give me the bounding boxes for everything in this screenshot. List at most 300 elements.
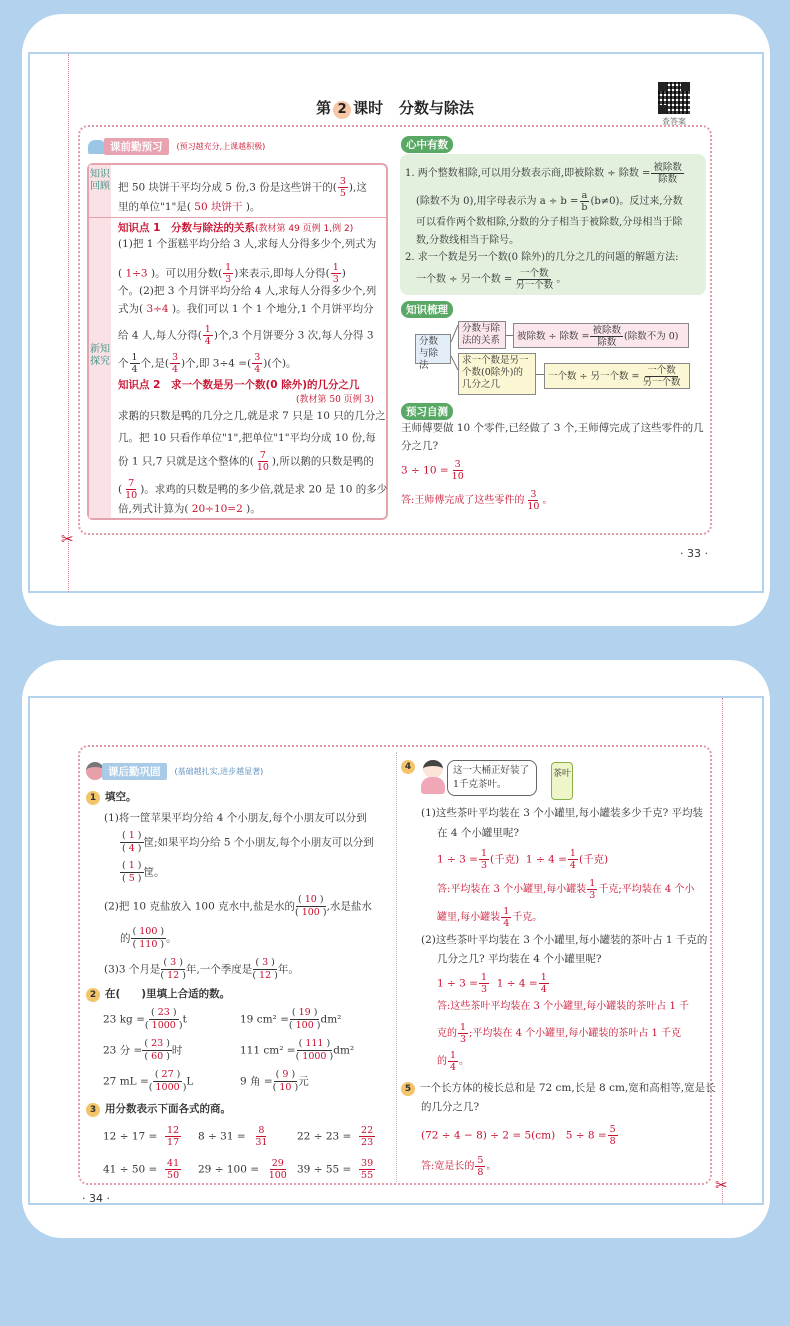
denominator: 23 bbox=[361, 1137, 374, 1148]
heart-line bbox=[416, 268, 566, 291]
knowledge-point-2: 知识点 2 求一个数是另一个数(0 除外)的几分之几 bbox=[118, 379, 360, 391]
text: 一个数 ÷ 另一个数 = bbox=[416, 274, 513, 285]
girl-head bbox=[423, 760, 443, 778]
text: 1 ÷ 3 = bbox=[437, 977, 478, 990]
selftest-question: 分之几? bbox=[401, 440, 439, 452]
fraction bbox=[170, 352, 180, 375]
q3-item bbox=[297, 1125, 376, 1148]
numerator: ( 19 ) bbox=[291, 1007, 318, 1018]
text: 答:平均装在 3 个小罐里,每小罐装 bbox=[437, 884, 587, 895]
question-2-header bbox=[86, 986, 230, 1002]
value: 4 bbox=[128, 843, 135, 854]
value: 3 bbox=[262, 957, 269, 968]
fraction-blank bbox=[160, 957, 186, 982]
heart-line: 2. 求一个数是另一个数(0 除外)的几分之几的问题的解题方法: bbox=[405, 252, 679, 263]
title-prefix: 第 bbox=[316, 99, 332, 117]
text: ),所以鹅的只数是鸭的 bbox=[271, 455, 374, 468]
cut-line bbox=[68, 54, 69, 592]
text: 罐里,每小罐装 bbox=[437, 912, 501, 923]
text: ( bbox=[118, 267, 123, 280]
numerator: 22 bbox=[361, 1125, 374, 1136]
value: 27 bbox=[161, 1069, 174, 1080]
homework-subtitle: (基础越扎实,进步越显著) bbox=[174, 766, 264, 776]
text: 。 bbox=[556, 274, 567, 285]
text: (2)把 10 克盐放入 100 克水中,盐是水的 bbox=[104, 900, 295, 913]
text: 给 4 人,每人分得( bbox=[118, 329, 202, 342]
question-1-header bbox=[86, 789, 137, 805]
explore-line bbox=[118, 324, 374, 347]
heart-line bbox=[416, 190, 683, 213]
qr-label: 查答案 bbox=[662, 117, 686, 126]
value: 60 bbox=[151, 1051, 164, 1062]
text: 份 1 只,7 只就是这个整体的( bbox=[118, 455, 254, 468]
denominator: 10 bbox=[451, 471, 464, 482]
fraction-blank bbox=[273, 1069, 299, 1094]
question-number-badge: 4 bbox=[401, 760, 415, 774]
denominator: 8 bbox=[609, 1136, 616, 1147]
denominator: 4 bbox=[450, 1062, 457, 1073]
denominator: 3 bbox=[589, 890, 596, 901]
text: (除数不为 0) bbox=[624, 331, 679, 342]
denominator: 4 bbox=[254, 364, 261, 375]
numerator: 被除数 bbox=[592, 325, 621, 336]
answer: 1÷3 bbox=[125, 267, 148, 280]
text: 个,是( bbox=[140, 357, 169, 370]
fraction-blank bbox=[149, 1069, 187, 1094]
text: 个 bbox=[118, 357, 129, 370]
answer: 3÷4 bbox=[146, 303, 169, 315]
value: 1000 bbox=[302, 1051, 327, 1062]
qr-code-icon[interactable] bbox=[658, 82, 690, 114]
fraction-blank bbox=[142, 1038, 172, 1063]
heart-line bbox=[405, 162, 685, 185]
denominator: ( 1000 ) bbox=[148, 1082, 187, 1093]
text: 筐。 bbox=[143, 866, 165, 879]
text: 里的单位"1"是( bbox=[118, 201, 191, 213]
fraction bbox=[253, 1125, 269, 1148]
value: 12 bbox=[167, 970, 180, 981]
denominator: 3 bbox=[332, 274, 339, 285]
homework-tag-label: 课后勤巩固 bbox=[102, 763, 167, 780]
q4-line: (2)这些茶叶平均装在 3 个小罐里,每小罐装的茶叶占 1 千克的 bbox=[421, 934, 708, 946]
denominator: 10 bbox=[256, 462, 269, 473]
lesson-number-badge: 2 bbox=[333, 101, 351, 119]
question-title: 在( )里填上合适的数。 bbox=[105, 988, 231, 1000]
text: 千克;平均装在 4 个小 bbox=[598, 884, 695, 895]
text: 1 ÷ 4 = bbox=[525, 853, 567, 866]
fraction-blank bbox=[252, 957, 278, 982]
unit: (千克) bbox=[490, 853, 520, 866]
value: 5 bbox=[128, 873, 135, 884]
text: 1 ÷ 3 = bbox=[437, 853, 478, 866]
numerator: a bbox=[581, 190, 588, 201]
text: 千克。 bbox=[512, 912, 543, 923]
q5-answer bbox=[421, 1155, 496, 1178]
numerator: 3 bbox=[171, 352, 179, 363]
text: (b≠0)。反过来,分数 bbox=[590, 196, 683, 207]
text: 年,一个季度是 bbox=[185, 963, 253, 976]
denominator: 3 bbox=[460, 1034, 467, 1045]
q5-calc bbox=[421, 1124, 619, 1147]
fraction bbox=[587, 878, 597, 901]
denominator: 4 bbox=[204, 336, 211, 347]
question-number-badge: 2 bbox=[86, 988, 100, 1002]
numerator: 1 bbox=[569, 848, 576, 859]
value: 1 bbox=[128, 830, 135, 841]
text: 答:王师傅完成了这些零件的 bbox=[401, 495, 525, 506]
numerator: 1 bbox=[460, 1022, 467, 1033]
text: )。 bbox=[245, 201, 261, 213]
text: 筐;如果平均分给 5 个小朋友,每个小朋友可以分到 bbox=[143, 836, 374, 849]
denominator: 另一个数 bbox=[642, 377, 681, 388]
divider bbox=[89, 217, 386, 218]
q4-answer bbox=[437, 1050, 469, 1073]
answer: 20÷10=2 bbox=[191, 503, 243, 515]
unit: t bbox=[182, 1013, 187, 1026]
fraction-blank bbox=[120, 860, 144, 885]
numerator: 3 bbox=[339, 176, 346, 187]
denominator: ( 5 ) bbox=[122, 873, 142, 884]
question-number-badge: 3 bbox=[86, 1103, 100, 1117]
fraction bbox=[130, 352, 140, 375]
mindmap-leaf-2 bbox=[544, 363, 690, 389]
numerator: 3 bbox=[254, 352, 261, 363]
fraction bbox=[479, 972, 489, 995]
fraction bbox=[267, 1158, 289, 1181]
text: 式为( bbox=[118, 303, 144, 315]
text: )。可以用分数( bbox=[150, 267, 223, 280]
text: 一个数 ÷ 另一个数 = bbox=[548, 371, 640, 382]
numerator: 3 bbox=[454, 459, 461, 470]
numerator: 7 bbox=[128, 478, 135, 489]
fraction-blank bbox=[145, 1007, 183, 1032]
value: 9 bbox=[282, 1069, 289, 1080]
numerator: ( 100 ) bbox=[132, 926, 165, 937]
numerator: ( 10 ) bbox=[297, 894, 324, 905]
q2-item bbox=[103, 1069, 193, 1094]
q1-line bbox=[104, 894, 372, 919]
q2-item bbox=[103, 1038, 182, 1063]
unit: L bbox=[186, 1075, 194, 1088]
denominator: ( 12 ) bbox=[252, 970, 278, 981]
fraction bbox=[255, 450, 271, 473]
text: 3 ÷ 10 = bbox=[401, 464, 449, 477]
explore-line bbox=[118, 302, 374, 316]
fraction bbox=[513, 268, 555, 291]
denominator: 4 bbox=[131, 364, 138, 375]
denominator: 4 bbox=[171, 364, 179, 375]
knowledge-point-1 bbox=[118, 221, 353, 236]
mindmap-root: 分数与除法 bbox=[415, 334, 451, 364]
page-number: · 34 · bbox=[82, 1192, 110, 1205]
text: )(个)。 bbox=[263, 357, 297, 370]
denominator: 10 bbox=[125, 490, 138, 501]
girl-body bbox=[421, 777, 445, 794]
selftest-question: 王师傅要做 10 个零件,已经做了 3 个,王师傅完成了这些零件的几 bbox=[401, 422, 704, 434]
fraction bbox=[165, 1158, 181, 1181]
unit: (千克) bbox=[578, 853, 609, 866]
numerator: ( 1 ) bbox=[122, 830, 142, 841]
numerator: 1 bbox=[450, 1050, 457, 1061]
numerator: 1 bbox=[540, 972, 547, 983]
value: 10 bbox=[304, 894, 317, 905]
q2-item bbox=[240, 1007, 341, 1032]
explore-side-label: 新知探究 bbox=[89, 218, 111, 518]
numerator: ( 27 ) bbox=[154, 1069, 181, 1080]
value: 100 bbox=[295, 1020, 314, 1031]
fraction bbox=[203, 324, 213, 347]
fraction bbox=[223, 262, 233, 285]
q3-item bbox=[103, 1158, 182, 1181]
text: ;平均装在 4 个小罐里,每小罐装的茶叶占 1 千克 bbox=[469, 1028, 682, 1039]
value: 23 bbox=[151, 1038, 164, 1049]
tea-jar-icon: 茶叶 bbox=[551, 762, 573, 800]
question-3-header bbox=[86, 1101, 231, 1117]
denominator: ( 1000 ) bbox=[144, 1020, 183, 1031]
fraction bbox=[338, 176, 348, 199]
denominator: 50 bbox=[167, 1170, 180, 1181]
fraction bbox=[165, 1125, 181, 1148]
text: (3)3 个月是 bbox=[104, 963, 161, 976]
numerator: ( 1 ) bbox=[122, 860, 142, 871]
q3-item bbox=[297, 1158, 376, 1181]
text: ),这 bbox=[348, 181, 367, 194]
denominator: 3 bbox=[225, 274, 232, 285]
explore-line: 几。把 10 只看作单位"1",把单位"1"平均分成 10 份,每 bbox=[118, 432, 376, 444]
q2-item bbox=[103, 1007, 187, 1032]
denominator: ( 60 ) bbox=[144, 1051, 170, 1062]
value: 111 bbox=[305, 1038, 324, 1049]
numerator: 1 bbox=[225, 262, 232, 273]
unit: dm² bbox=[333, 1044, 355, 1057]
preview-section-tag bbox=[88, 138, 265, 155]
denominator: 31 bbox=[255, 1137, 268, 1148]
numerator: ( 9 ) bbox=[275, 1069, 296, 1080]
q1-line bbox=[120, 830, 374, 855]
text: 23 分 = bbox=[103, 1044, 143, 1057]
denominator: 8 bbox=[477, 1167, 484, 1178]
numerator: 1 bbox=[480, 848, 488, 859]
q1-line: (1)将一筐苹果平均分给 4 个小朋友,每个小朋友可以分到 bbox=[104, 812, 367, 824]
text: )个,3 个月饼要分 3 次,每人分得 3 bbox=[213, 329, 374, 342]
heart-tag: 心中有数 bbox=[401, 136, 453, 153]
text: 答:宽是长的 bbox=[421, 1161, 475, 1172]
preview-subtitle: (预习越充分,上课越积极) bbox=[176, 142, 266, 151]
fraction bbox=[359, 1158, 375, 1181]
numerator: 41 bbox=[167, 1158, 180, 1169]
numerator: 1 bbox=[480, 972, 488, 983]
unit: 元 bbox=[298, 1075, 309, 1088]
numerator: ( 23 ) bbox=[144, 1038, 170, 1049]
numerator: 8 bbox=[258, 1125, 265, 1136]
preview-tag-label: 课前勤预习 bbox=[104, 138, 169, 155]
fraction bbox=[539, 972, 549, 995]
mindmap-tag: 知识梳理 bbox=[401, 301, 453, 318]
text: 被除数 ÷ 除数 = bbox=[517, 331, 590, 342]
text: 的 bbox=[437, 1056, 447, 1067]
denominator: 4 bbox=[569, 860, 576, 871]
numerator: 5 bbox=[477, 1155, 484, 1166]
selftest-answer bbox=[401, 489, 552, 512]
mindmap-branch-2: 求一个数是另一个数(0除外)的几分之几 bbox=[458, 353, 536, 395]
mindmap-branch-1: 分数与除法的关系 bbox=[458, 321, 506, 349]
q3-item bbox=[198, 1125, 270, 1148]
cut-line bbox=[722, 698, 723, 1204]
value: 100 bbox=[139, 926, 158, 937]
kp1-ref: (教材第 49 页例 1,例 2) bbox=[254, 224, 354, 234]
fraction bbox=[590, 325, 623, 348]
scissors-icon: ✂ bbox=[715, 1176, 728, 1194]
text: 39 ÷ 55 = bbox=[297, 1163, 352, 1176]
text: 111 cm² = bbox=[240, 1044, 296, 1057]
numerator: ( 3 ) bbox=[163, 957, 183, 968]
numerator: ( 3 ) bbox=[255, 957, 275, 968]
selftest-calc bbox=[401, 459, 467, 482]
text: 克的 bbox=[437, 1028, 457, 1039]
q2-item bbox=[240, 1038, 354, 1063]
value: 12 bbox=[259, 970, 272, 981]
q3-item bbox=[198, 1158, 290, 1181]
denominator: ( 4 ) bbox=[122, 843, 142, 854]
denominator: ( 110 ) bbox=[132, 939, 165, 950]
question-title: 用分数表示下面各式的商。 bbox=[105, 1103, 231, 1115]
explore-line bbox=[118, 262, 346, 285]
fraction bbox=[359, 1125, 375, 1148]
fraction bbox=[608, 1124, 618, 1147]
q5-line: 的几分之几? bbox=[421, 1101, 480, 1113]
selftest-tag: 预习自测 bbox=[401, 403, 453, 420]
text: (除数不为 0),用字母表示为 a ÷ b = bbox=[416, 196, 579, 207]
text: 9 角 = bbox=[240, 1075, 273, 1088]
value: 10 bbox=[279, 1082, 292, 1093]
explore-line: (1)把 1 个蛋糕平均分给 3 人,求每人分得多少个,列式为 bbox=[118, 238, 377, 250]
fraction-blank bbox=[120, 830, 144, 855]
connector bbox=[506, 335, 513, 336]
denominator: ( 100 ) bbox=[294, 907, 327, 918]
heart-line: 可以看作两个数相除,分数的分子相当于被除数,分母相当于除 bbox=[416, 217, 683, 228]
explore-line: 个。(2)把 3 个月饼平均分给 4 人,求每人分得多少个,列 bbox=[118, 285, 377, 297]
denominator: ( 1000 ) bbox=[295, 1051, 334, 1062]
explore-line: 求鹅的只数是鸭的几分之几,就是求 7 只是 10 只的几分之 bbox=[118, 410, 386, 422]
q1-line bbox=[104, 957, 299, 982]
text: 27 mL = bbox=[103, 1075, 149, 1088]
review-line-1 bbox=[118, 176, 367, 199]
fraction bbox=[475, 1155, 485, 1178]
text: 年。 bbox=[277, 963, 299, 976]
denominator: b bbox=[581, 202, 588, 213]
fraction bbox=[479, 848, 489, 871]
value: 110 bbox=[139, 939, 158, 950]
numerator: 1 bbox=[204, 324, 211, 335]
text: 23 kg = bbox=[103, 1013, 145, 1026]
value: 19 bbox=[298, 1007, 311, 1018]
value: 23 bbox=[157, 1007, 170, 1018]
text: 19 cm² = bbox=[240, 1013, 289, 1026]
numerator: ( 111 ) bbox=[298, 1038, 331, 1049]
numerator: 1 bbox=[503, 906, 510, 917]
fraction bbox=[450, 459, 466, 482]
fraction bbox=[252, 352, 262, 375]
text: )。求鸡的只数是鸭的多少倍,就是求 20 是 10 的多少 bbox=[140, 483, 388, 496]
text: 。 bbox=[542, 495, 553, 506]
fraction bbox=[501, 906, 511, 929]
q4-line: 几分之几? 平均装在 4 个小罐里呢? bbox=[437, 953, 602, 965]
q4-line: 在 4 个小罐里呢? bbox=[437, 827, 519, 839]
numerator: 一个数 bbox=[647, 365, 676, 376]
q4-calc bbox=[437, 972, 550, 995]
text: 1. 两个整数相除,可以用分数表示商,即被除数 ÷ 除数 = bbox=[405, 168, 651, 179]
girl-illustration bbox=[420, 760, 446, 794]
text: 的 bbox=[120, 932, 131, 945]
text: )来表示,即每人分得( bbox=[234, 267, 330, 280]
numerator: 3 bbox=[530, 489, 537, 500]
fraction bbox=[458, 1022, 468, 1045]
denominator: 3 bbox=[480, 984, 488, 995]
question-number-badge: 5 bbox=[401, 1082, 415, 1096]
text: 8 ÷ 31 = bbox=[198, 1130, 246, 1143]
text: 把 50 块饼干平均分成 5 份,3 份是这些饼干的( bbox=[118, 181, 337, 194]
page-number: · 33 · bbox=[680, 547, 708, 560]
denominator: 4 bbox=[503, 918, 510, 929]
unit: 时 bbox=[171, 1044, 183, 1057]
fraction bbox=[123, 478, 139, 501]
numerator: ( 23 ) bbox=[150, 1007, 177, 1018]
fraction bbox=[579, 190, 589, 213]
value: 1 bbox=[128, 860, 135, 871]
text: )个,即 3÷4 =( bbox=[181, 357, 252, 370]
denominator: 另一个数 bbox=[515, 280, 554, 291]
fraction bbox=[651, 162, 684, 185]
scissors-icon: ✂ bbox=[61, 530, 74, 548]
fraction bbox=[568, 848, 578, 871]
q5-line bbox=[401, 1081, 716, 1096]
fraction bbox=[640, 365, 682, 388]
review-side-label: 知识回顾 bbox=[89, 165, 111, 217]
fraction bbox=[525, 489, 541, 512]
text: 倍,列式计算为( bbox=[118, 503, 189, 515]
fraction-blank bbox=[289, 1007, 321, 1032]
fraction-blank bbox=[131, 926, 167, 951]
review-line-2 bbox=[118, 200, 260, 214]
text: )。 bbox=[246, 503, 261, 515]
numerator: 5 bbox=[609, 1124, 616, 1135]
q4-answer bbox=[437, 906, 542, 929]
q4-answer bbox=[437, 878, 694, 901]
text: (72 ÷ 4 − 8) ÷ 2 = 5(cm) 5 ÷ 8 = bbox=[421, 1129, 607, 1142]
denominator: 除数 bbox=[658, 174, 678, 185]
title-mid: 课时 bbox=[353, 99, 384, 117]
explore-line bbox=[118, 478, 387, 501]
text: 。 bbox=[486, 1161, 497, 1172]
numerator: 被除数 bbox=[653, 162, 682, 173]
denominator: 5 bbox=[339, 188, 346, 199]
text: ,水是盐水 bbox=[326, 900, 372, 913]
denominator: ( 100 ) bbox=[288, 1020, 321, 1031]
fraction-blank bbox=[295, 894, 327, 919]
q1-line bbox=[120, 860, 165, 885]
denominator: 100 bbox=[268, 1170, 287, 1181]
text: 22 ÷ 23 = bbox=[297, 1130, 352, 1143]
q4-calc bbox=[437, 848, 608, 871]
numerator: 1 bbox=[131, 352, 138, 363]
denominator: 17 bbox=[167, 1137, 180, 1148]
text: 1 ÷ 4 = bbox=[496, 977, 538, 990]
column-separator bbox=[396, 752, 397, 1182]
answer: 50 块饼干 bbox=[194, 201, 243, 213]
question-title: 填空。 bbox=[105, 791, 137, 803]
heart-line: 数,分数线相当于除号。 bbox=[416, 235, 520, 246]
numerator: 1 bbox=[589, 878, 596, 889]
